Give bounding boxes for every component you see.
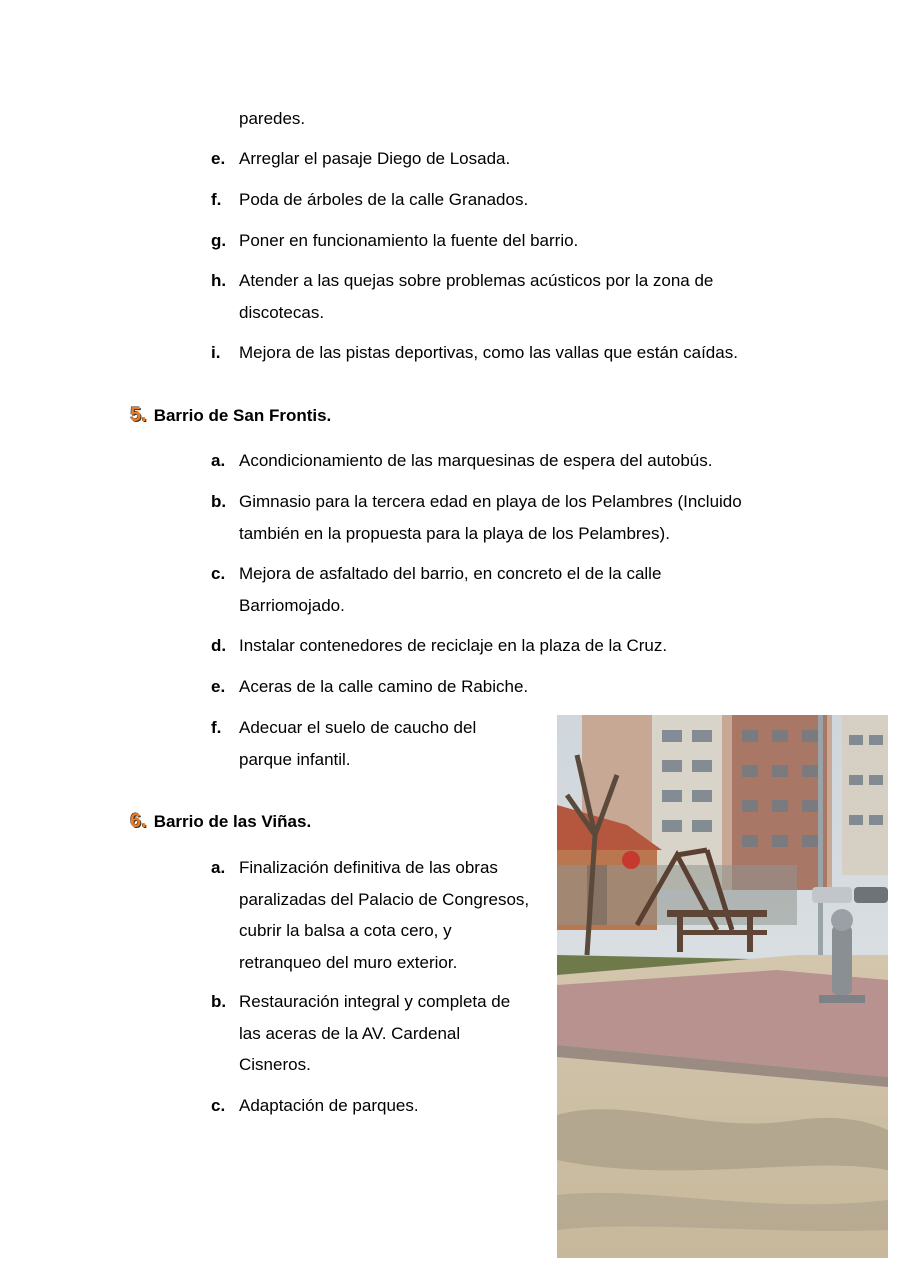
item-label: f.	[211, 190, 222, 209]
item-text: Adaptación de parques.	[239, 1096, 419, 1115]
section-title: Barrio de las Viñas.	[153, 812, 312, 831]
item-text: Mejora de las pistas deportivas, como las vallas que están caídas.	[239, 343, 738, 362]
item-label: g.	[211, 231, 227, 250]
list-item	[211, 852, 531, 978]
section-number: 6.	[130, 810, 147, 832]
item-text: Aceras de la calle camino de Rabiche.	[239, 677, 529, 696]
section-6-heading	[130, 809, 311, 834]
item-text: Adecuar el suelo de caucho del parque infantil.	[239, 718, 477, 769]
item-label: h.	[211, 271, 227, 290]
item-text: Acondicionamiento de las marquesinas de espera del autobús.	[239, 451, 713, 470]
item-label: i.	[211, 343, 221, 362]
section-5-heading	[130, 403, 331, 428]
item-text: Finalización definitiva de las obras paralizadas del Palacio de Congresos, cubrir la balsa a cota cero, y retranqueo del muro exterior.	[239, 858, 530, 972]
list-item	[211, 225, 771, 257]
list-item	[211, 445, 771, 477]
item-label: e.	[211, 677, 226, 696]
section-title: Barrio de San Frontis.	[153, 406, 332, 425]
list-item	[211, 712, 531, 775]
paredes-text: paredes.	[239, 109, 306, 128]
list-item	[211, 337, 771, 369]
list-item	[211, 184, 771, 216]
list-item	[211, 558, 771, 621]
list-item	[211, 265, 771, 328]
park-photo	[557, 715, 888, 1258]
list-item	[211, 1090, 531, 1122]
item-label: f.	[211, 718, 222, 737]
item-label: e.	[211, 149, 226, 168]
item-label: c.	[211, 564, 226, 583]
item-text: Poner en funcionamiento la fuente del barrio.	[239, 231, 579, 250]
list-item	[211, 630, 771, 662]
item-text: Poda de árboles de la calle Granados.	[239, 190, 529, 209]
item-label: a.	[211, 451, 226, 470]
item-text: Atender a las quejas sobre problemas acústicos por la zona de discotecas.	[239, 271, 714, 322]
item-text: Mejora de asfaltado del barrio, en concreto el de la calle Barriomojado.	[239, 564, 662, 615]
item-label: d.	[211, 636, 227, 655]
item-text: Arreglar el pasaje Diego de Losada.	[239, 149, 511, 168]
continuation-text	[211, 103, 771, 135]
list-item	[211, 143, 771, 175]
list-item	[211, 986, 531, 1081]
item-label: b.	[211, 492, 227, 511]
list-item	[211, 671, 771, 703]
item-text: Instalar contenedores de reciclaje en la plaza de la Cruz.	[239, 636, 668, 655]
section-number: 5.	[130, 404, 147, 426]
item-label: a.	[211, 858, 226, 877]
item-label: b.	[211, 992, 227, 1011]
item-text: Gimnasio para la tercera edad en playa de los Pelambres (Incluido también en la propuesta para la playa de los Pelambres).	[239, 492, 742, 543]
list-item	[211, 486, 771, 549]
item-text: Restauración integral y completa de las aceras de la AV. Cardenal Cisneros.	[239, 992, 511, 1074]
item-label: c.	[211, 1096, 226, 1115]
